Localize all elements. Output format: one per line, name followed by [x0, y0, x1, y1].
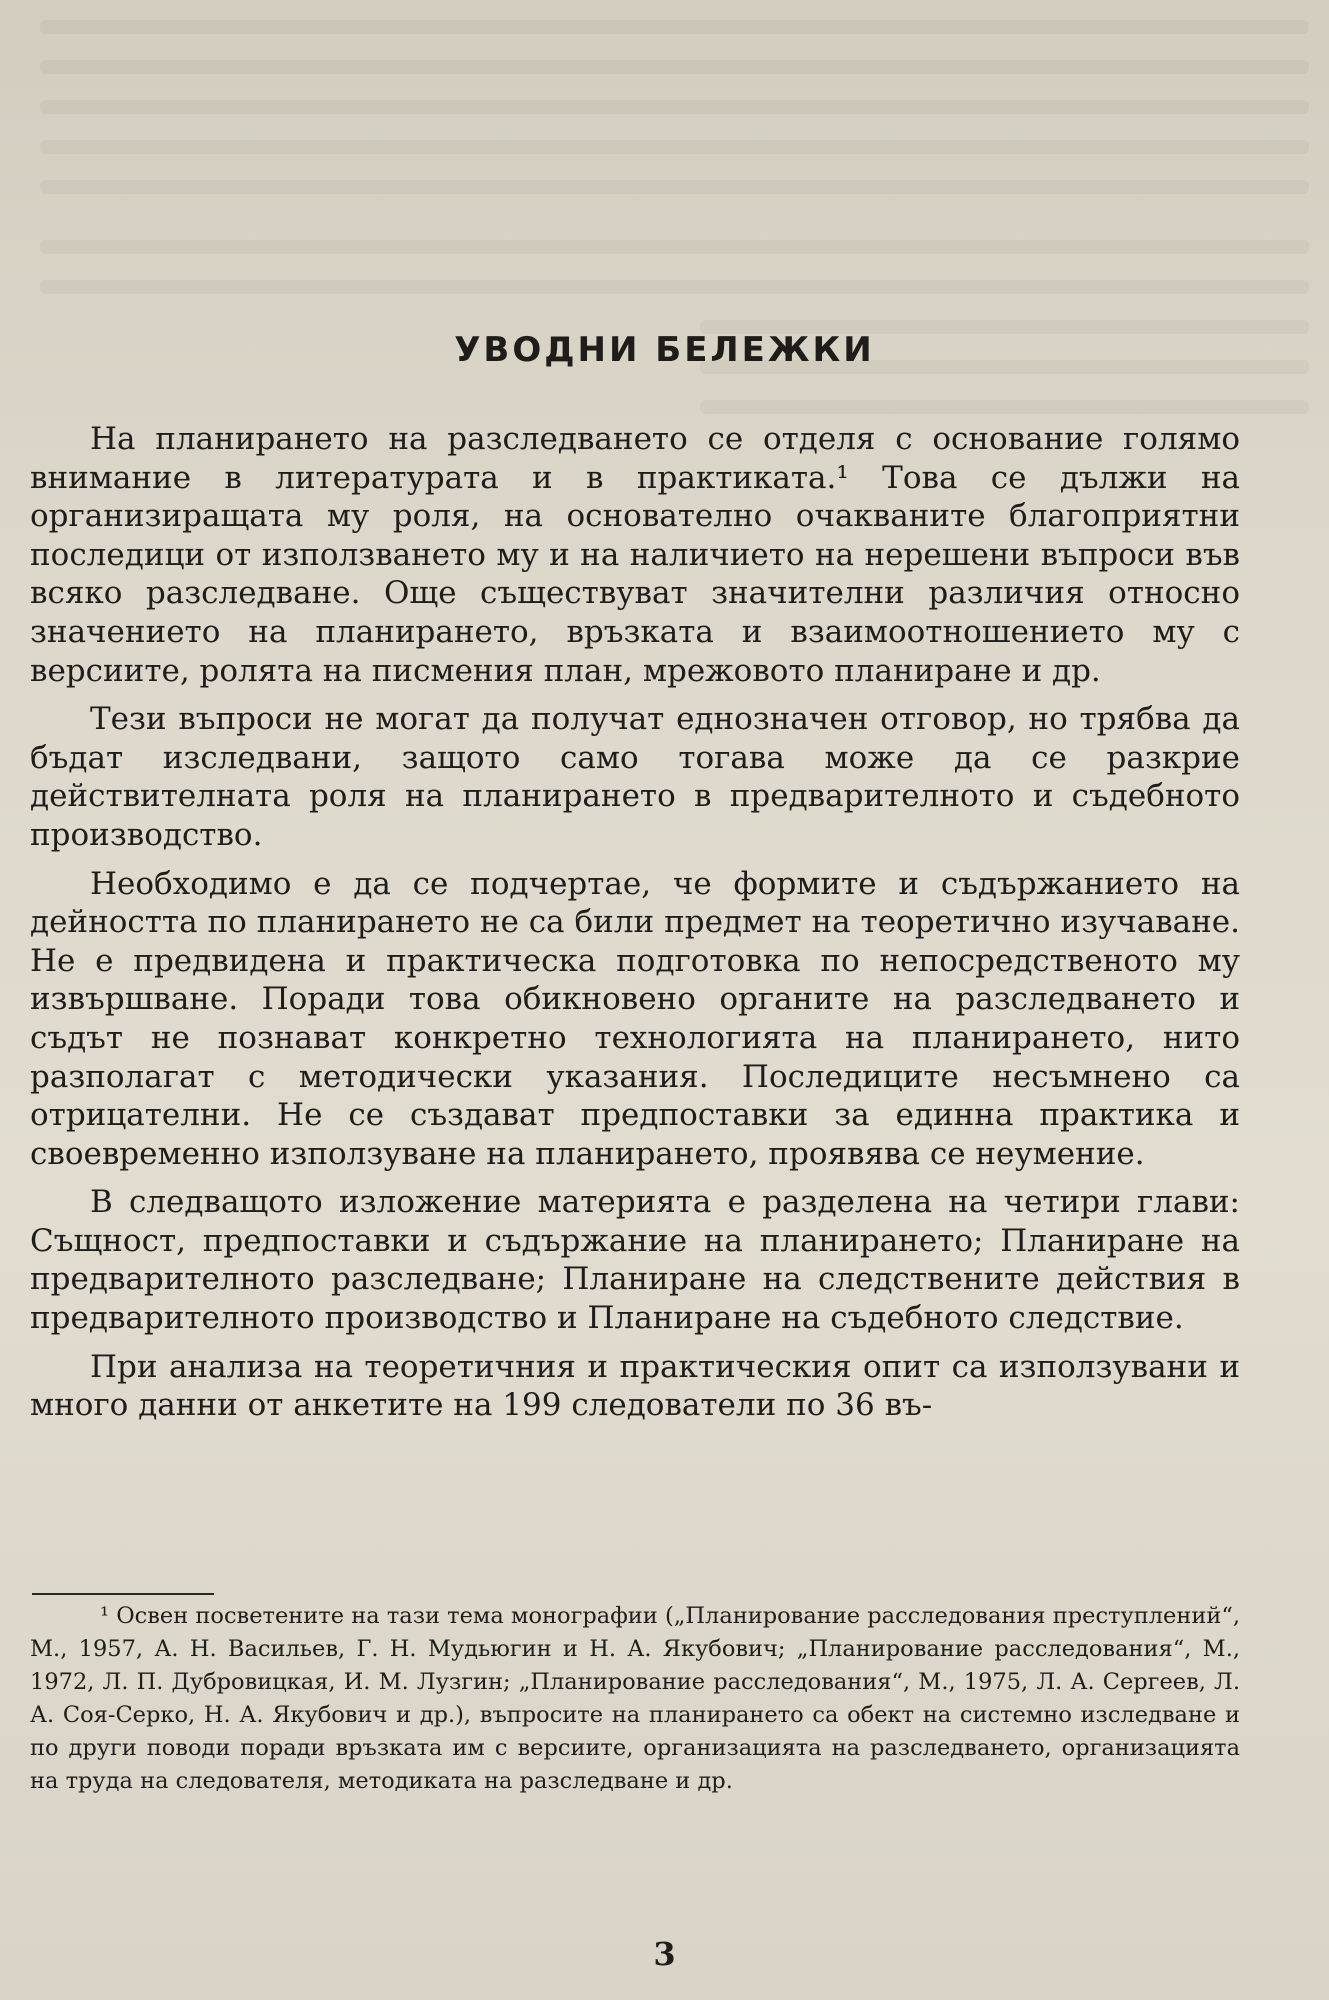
page-number: 3	[653, 1935, 676, 1973]
paragraph: При анализа на теоретичния и практическия опит са използувани и много данни от анкетите на 199 следователи по 36 въ-	[30, 1348, 1240, 1424]
body-text	[30, 420, 1240, 1435]
paragraph: В следващото изложение материята е разделена на четири глави: Същност, предпоставки и съдържание на планирането; Планиране на предварителното разследване; Планиране на следствените действия в предварителното производство и Планиране на съдебното следствие.	[30, 1184, 1240, 1337]
paragraph: На планирането на разследването се отделя с основание голямо внимание в литературата и в практиката.¹ Това се дължи на организиращата му роля, на основателно очакваните благоприятни последици от използването му и на наличието на нерешени въпроси във всяко разследване. Още съществуват значителни различия относно значението на планирането, връзката и взаимоотношението му с версиите, ролята на писмения план, мрежовото планиране и др.	[30, 421, 1240, 689]
paragraph: Тези въпроси не могат да получат еднозначен отговор, но трябва да бъдат изследвани, защото само тогава може да се разкрие действителната роля на планирането в предварителното и съдебното производство.	[30, 701, 1240, 853]
paragraph: Необходимо е да се подчертае, че формите и съдържанието на дейността по планирането не са били предмет на теоретично изучаване. Не е предвидена и практическа подготовка по непосредственото му извършване. Поради това обикновено органите на разследването и съдът не познават конкретно технологията на планирането, нито разполагат с методически указания. Последиците несъмнено са отрицателни. Не се създават предпоставки за единна практика и своевременно използуване на планирането, проявява се неумение.	[30, 865, 1240, 1172]
page-title: УВОДНИ БЕЛЕЖКИ	[454, 330, 875, 370]
footnote-divider	[32, 1593, 214, 1595]
footnote: ¹ Освен посветените на тази тема монографии („Планирование расследования преступлений“, М., 1957, А. Н. Васильев, Г. Н. Мудьюгин и Н. А. Якубович; „Планирование расследования“, М., 1972, Л. П. Дубровицкая, И. М. Лузгин; „Планирование расследования“, М., 1975, Л. А. Сергеев, Л. А. Соя-Серко, Н. А. Якубович и др.), въпросите на планирането са обект на системно изследване и по други поводи поради връзката им с версиите, организацията на разследването, организацията на труда на следователя, методиката на разследване и др.	[30, 1603, 1240, 1794]
